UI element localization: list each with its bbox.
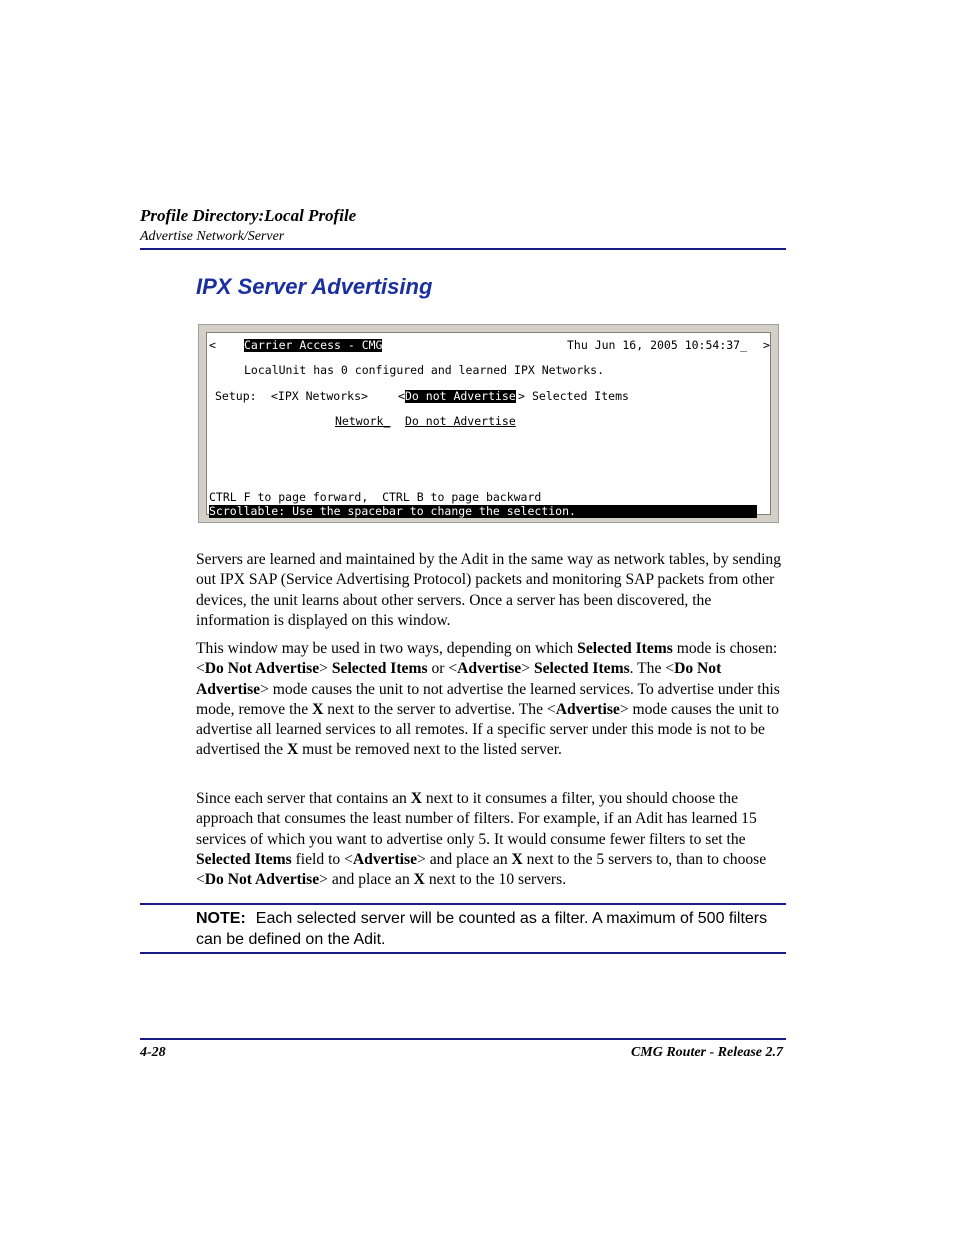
bold-term: Selected Items <box>331 660 428 678</box>
terminal-selected-items: Selected Items <box>532 389 629 403</box>
running-header-subtitle: Advertise Network/Server <box>140 229 285 244</box>
text-run: > mode causes the unit to advertise all learned services to all remotes. If a specific server under this mode is not to be advertised the <box>196 700 779 759</box>
terminal-setup-value: <IPX Networks> <box>271 389 368 403</box>
note-text: Each selected server will be counted as a filter. A maximum of 500 filters can be defined on the Adit. <box>196 910 768 948</box>
terminal-screenshot <box>198 324 779 523</box>
note-box <box>196 908 786 950</box>
terminal-status-bar <box>209 505 757 518</box>
terminal-info-line: LocalUnit has 0 configured and learned IPX Networks. <box>244 363 605 377</box>
bold-term: X <box>413 871 425 889</box>
text-run: field to < <box>291 850 353 868</box>
footer-product: CMG Router - Release 2.7 <box>630 1045 783 1060</box>
bold-term: Advertise <box>555 700 620 718</box>
text-run: next to the 10 servers. <box>424 871 567 889</box>
text-run: This window may be used in two ways, depending on which <box>196 640 578 657</box>
text-run: > mode causes the unit to not advertise the learned services. To advertise under this mode, remove the <box>196 680 780 718</box>
bold-term: Do Not Advertise <box>196 660 722 698</box>
paragraph-filters <box>196 789 786 890</box>
paragraph-modes <box>196 639 786 761</box>
bold-term: X <box>511 850 523 868</box>
text-run: next to the 5 servers to, than to choose < <box>196 850 767 889</box>
text-run: > <box>521 660 534 678</box>
paragraph-learning <box>196 550 786 631</box>
header-rule <box>140 248 786 250</box>
terminal-status-text: Scrollable: Use the spacebar to change the selection. <box>209 504 576 518</box>
page-number: 4-28 <box>140 1045 166 1060</box>
text-run: > <box>319 660 332 678</box>
terminal-paging-hint: CTRL F to page forward, CTRL B to page backward <box>209 490 542 504</box>
text-run: must be removed next to the listed server. <box>298 741 562 759</box>
text-run: > and place an <box>319 871 414 889</box>
bold-term: Advertise <box>352 850 417 868</box>
terminal-column-do-not-advertise: Do not Advertise <box>405 414 516 428</box>
text-run: Since each server that contains an <box>196 790 411 807</box>
bold-term: X <box>410 790 423 807</box>
terminal-mode-open: < <box>398 389 405 403</box>
running-header-title: Profile Directory:Local Profile <box>140 206 357 225</box>
terminal-screen <box>206 332 771 518</box>
text-run: mode is chosen: < <box>196 640 778 678</box>
terminal-app-title: Carrier Access - CMG <box>244 338 383 352</box>
bold-term: X <box>286 741 299 759</box>
terminal-left-arrow: < <box>209 338 216 352</box>
note-top-rule <box>140 903 786 905</box>
note-label: NOTE: <box>196 910 246 927</box>
text-run: > and place an <box>417 850 512 868</box>
text-run: next to the server to advertise. The < <box>323 700 556 718</box>
paragraph-learning-text: Servers are learned and maintained by the Adit in the same way as network tables, by sending out IPX SAP (Service Advertising Protocol) packets and monitoring SAP packets from other devices, the unit learns about other servers. Once a server has been discovered, the information is displayed on this window. <box>196 551 782 629</box>
text-run: . The < <box>629 660 675 678</box>
bold-term: Selected Items <box>196 850 292 868</box>
terminal-setup-label: Setup: <box>215 389 257 403</box>
bold-term: Do Not Advertise <box>204 871 320 889</box>
bold-term: Selected Items <box>533 660 630 678</box>
text-run: next to it consumes a filter, you should choose the approach that consumes the least number of filters. For example, if an Adit has learned 15 services of which you want to advertise only 5. It would consume fewer filters to set the <box>196 790 757 848</box>
bold-term: Advertise <box>457 660 522 678</box>
terminal-datetime: Thu Jun 16, 2005 10:54:37_ <box>567 338 748 352</box>
terminal-right-arrow: > <box>763 338 770 352</box>
section-title: IPX Server Advertising <box>196 274 433 299</box>
note-bottom-rule <box>140 952 786 954</box>
terminal-column-network: Network_ <box>335 414 391 428</box>
footer-rule <box>140 1038 786 1040</box>
terminal-mode-close: > <box>518 389 525 403</box>
bold-term: Do Not Advertise <box>204 660 320 678</box>
bold-term: Selected Items <box>577 640 673 657</box>
terminal-mode-selector[interactable]: Do not Advertise <box>405 389 516 403</box>
bold-term: X <box>312 700 324 718</box>
text-run: or < <box>427 660 458 678</box>
